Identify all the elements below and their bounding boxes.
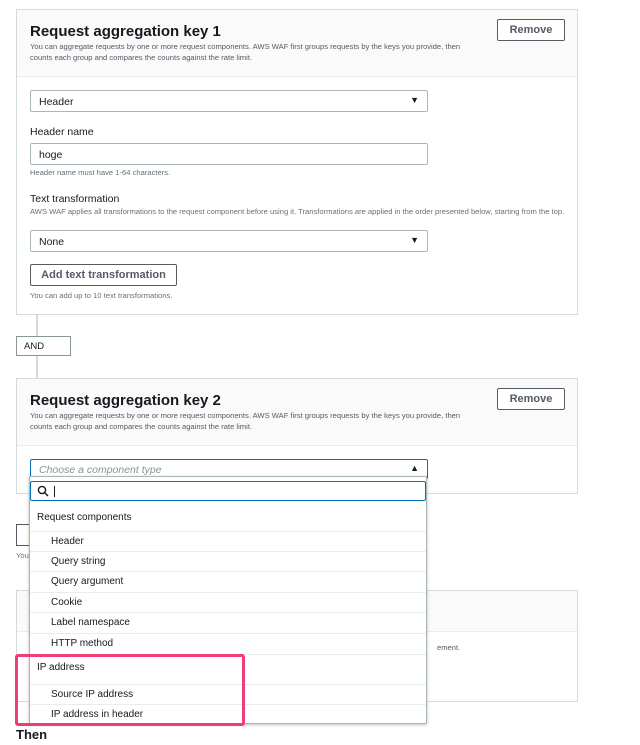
option-cookie[interactable] [30, 592, 426, 612]
then-heading: Then [16, 727, 48, 742]
and-label: AND [24, 341, 45, 352]
header-name-input[interactable] [30, 143, 428, 165]
text-transformation-description: AWS WAF applies all transformations to the request component before using it. Transformations are applied in the order presented below, starting from the top. [30, 207, 565, 216]
option-label: Label namespace [51, 617, 130, 628]
text-cursor [54, 486, 55, 497]
group-label-request-components: Request components [37, 512, 132, 523]
select-value: Header [39, 96, 74, 108]
aggregation-key-1-panel [16, 9, 578, 315]
search-icon [37, 485, 49, 497]
add-text-transformation-button[interactable]: Add text transformation [30, 264, 177, 286]
option-query-string[interactable] [30, 551, 426, 571]
component-type-select[interactable] [30, 90, 428, 112]
chevron-down-icon: ▼ [410, 235, 419, 245]
option-header[interactable] [30, 531, 426, 551]
text-transformation-label: Text transformation [30, 193, 120, 205]
option-label-namespace[interactable] [30, 612, 426, 632]
highlight-annotation [15, 654, 245, 726]
option-label: Query argument [51, 576, 124, 587]
remove-button[interactable]: Remove [497, 19, 565, 41]
group-label-ip-address: IP address [37, 662, 85, 673]
option-label: Query string [51, 556, 106, 567]
remove-button[interactable]: Remove [497, 388, 565, 410]
text-transformation-select[interactable] [30, 230, 428, 252]
option-label: Source IP address [51, 689, 134, 700]
panel-title: Request aggregation key 1 [30, 23, 221, 40]
option-label: Header [51, 536, 84, 547]
and-badge [16, 336, 71, 356]
header-name-hint: Header name must have 1-64 characters. [30, 168, 171, 177]
panel-description: You can aggregate requests by one or more request components. AWS WAF first groups requests by the keys you provide, then counts each group and compares the counts against the rate limit. [30, 42, 461, 62]
connector-line [36, 356, 38, 378]
option-label: Cookie [51, 597, 83, 608]
add-transformation-hint: You can add up to 10 text transformations. [30, 291, 173, 300]
header-name-label: Header name [30, 126, 94, 138]
hidden-hint-fragment: You [16, 551, 29, 560]
chevron-down-icon: ▼ [410, 95, 419, 105]
connector-line [36, 315, 38, 337]
select-value: None [39, 236, 65, 248]
panel-header [17, 379, 577, 446]
option-query-argument[interactable] [30, 571, 426, 591]
panel-description: You can aggregate requests by one or more request components. AWS WAF first groups requests by the keys you provide, then counts each group and compares the counts against the rate limit. [30, 411, 461, 431]
select-placeholder: Choose a component type [39, 464, 162, 476]
search-input[interactable] [30, 481, 426, 501]
chevron-up-icon: ▲ [410, 463, 419, 473]
option-label: IP address in header [51, 709, 144, 720]
input-value: hoge [39, 149, 63, 161]
hidden-description-fragment: ement. [437, 643, 461, 652]
option-http-method[interactable] [30, 633, 426, 653]
option-label: HTTP method [51, 638, 114, 649]
panel-title: Request aggregation key 2 [30, 392, 221, 409]
panel-header [17, 10, 577, 77]
